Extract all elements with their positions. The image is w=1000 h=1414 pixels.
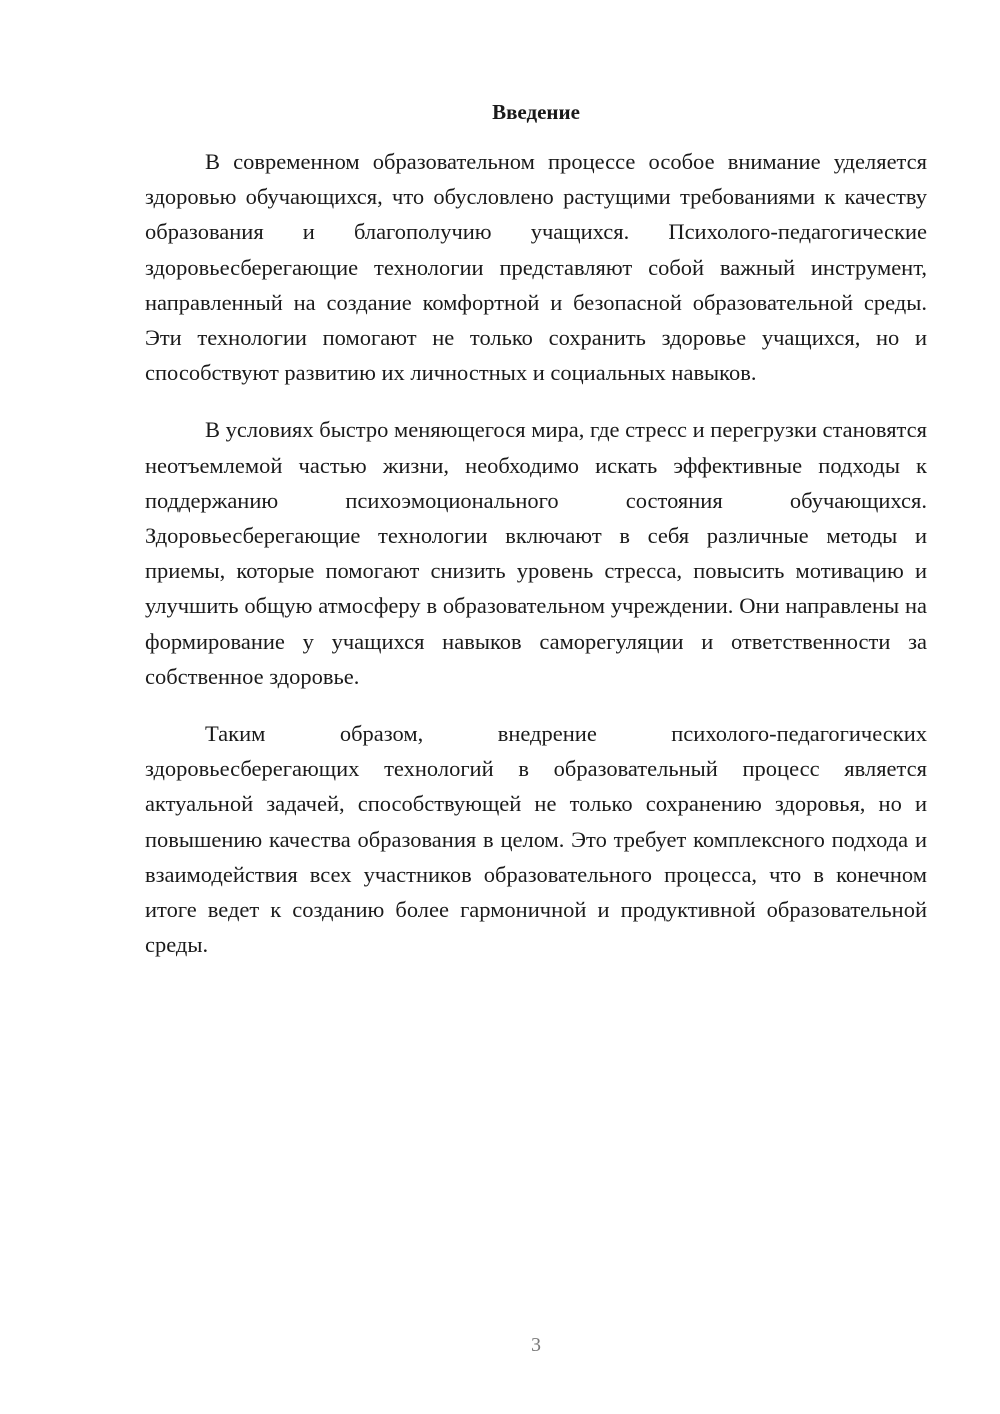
paragraph-2: В условиях быстро меняющегося мира, где стресс и перегрузки становятся неотъемлемой частью жизни, необходимо искать эффективные подходы к поддержанию психоэмоционального состояния обучающихся. Здоровьесберегающие технологии включают в себя различные методы и приемы, которые помогают снизить уровень стресса, повысить мотивацию и улучшить общую атмосферу в образовательном учреждении. Они направлены на формирование у учащихся навыков саморегуляции и ответственности за собственное здоровье.	[145, 417, 927, 689]
paragraph-3: Таким образом, внедрение психолого-педагогических здоровьесберегающих технологий в образовательный процесс является актуальной задачей, способствующей не только сохранению здоровья, но и повышению качества образования в целом. Это требует комплексного подхода и взаимодействия всех участников образовательного процесса, что в конечном итоге ведет к созданию более гармоничной и продуктивной образовательной среды.	[145, 721, 927, 958]
paragraph-1: В современном образовательном процессе особое внимание уделяется здоровью обучающихся, что обусловлено растущими требованиями к качеству образования и благополучию учащихся. Психолого-педагогические здоровьесберегающие технологии представляют собой важный инструмент, направленный на создание комфортной и безопасной образовательной среды. Эти технологии помогают не только сохранить здоровье учащихся, но и способствуют развитию их личностных и социальных навыков.	[145, 149, 927, 386]
page-number: 3	[531, 1334, 541, 1356]
page-title: Введение	[492, 100, 580, 124]
body-text	[145, 144, 927, 984]
